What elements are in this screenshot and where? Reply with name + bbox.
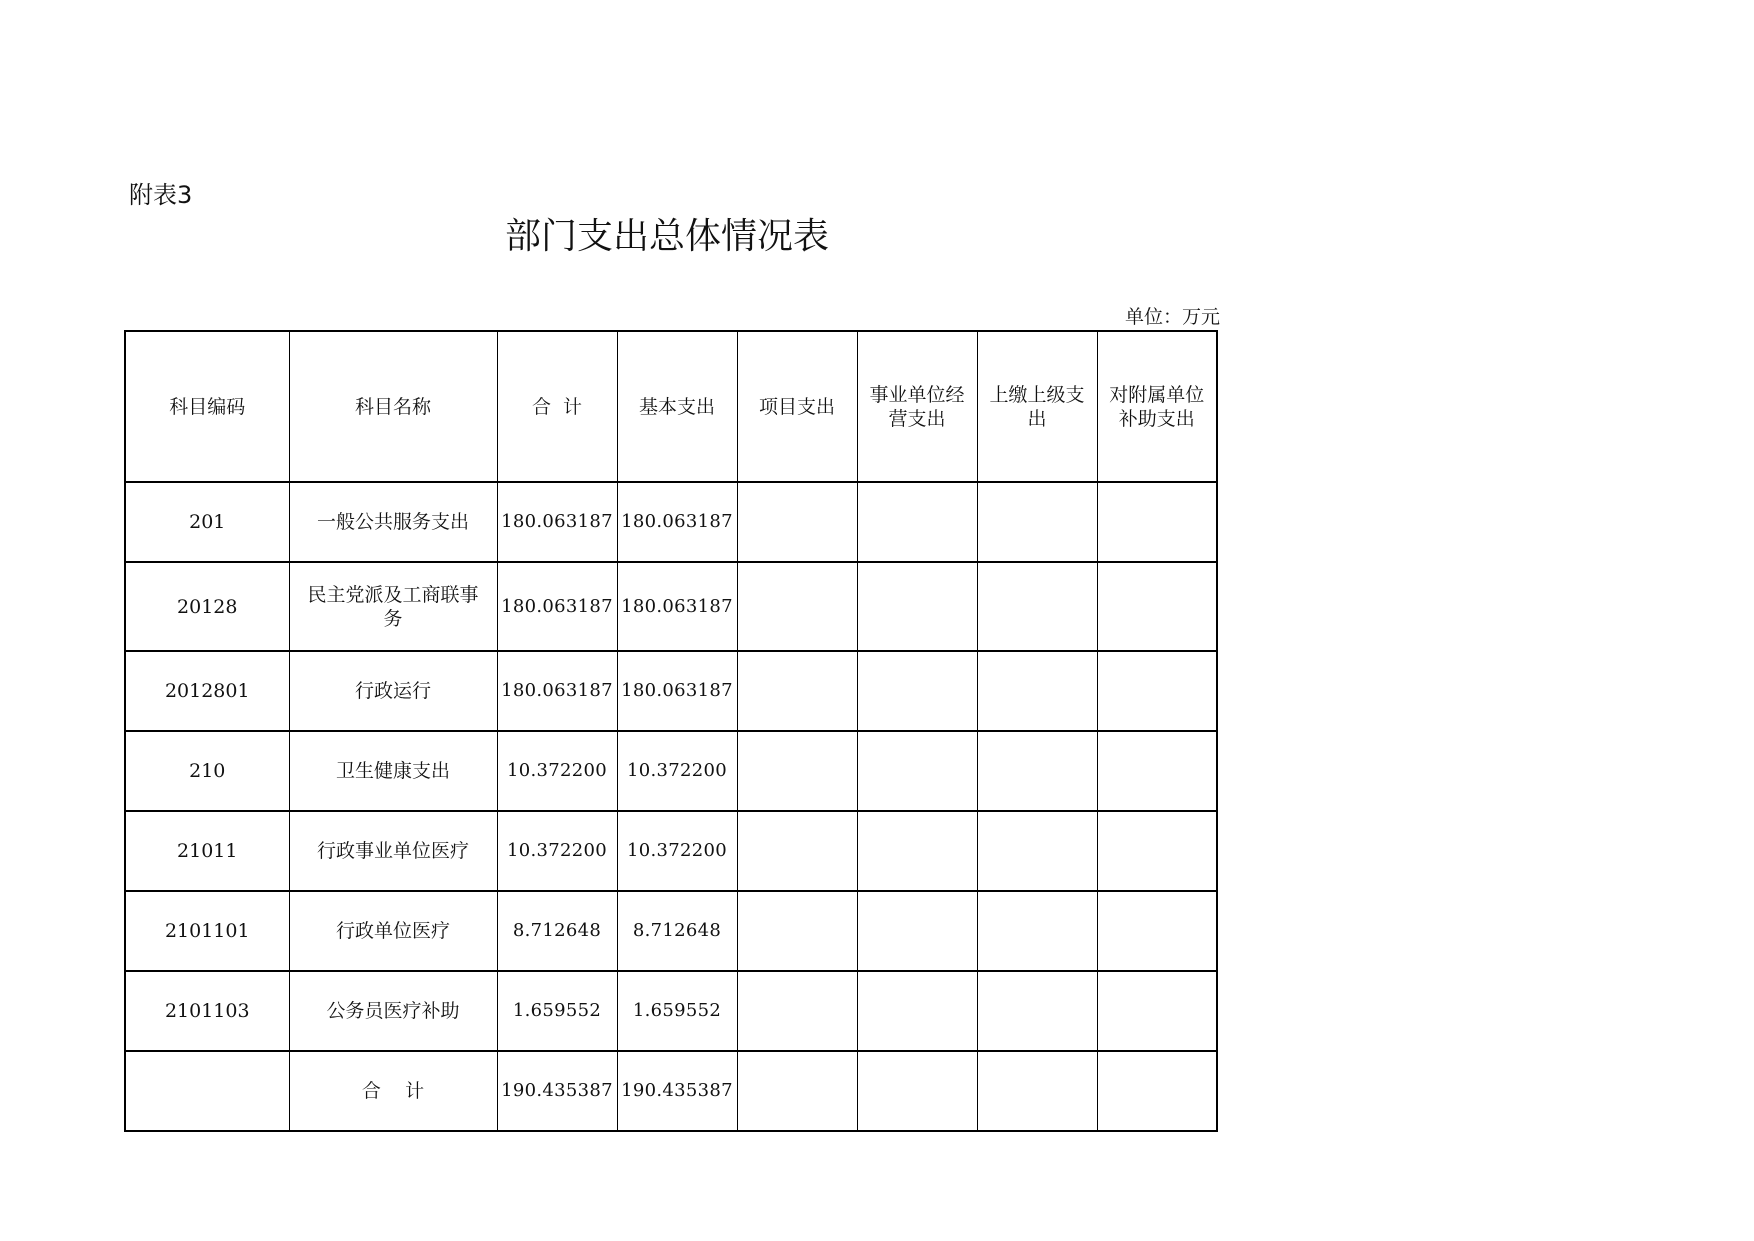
cell-remittance-expenditure <box>977 651 1097 731</box>
cell-remittance-expenditure <box>977 891 1097 971</box>
cell-basic-expenditure: 180.063187 <box>617 651 737 731</box>
cell-project-expenditure <box>737 562 857 651</box>
cell-subject-name: 行政运行 <box>289 651 497 731</box>
cell-basic-expenditure: 8.712648 <box>617 891 737 971</box>
cell-subject-code: 21011 <box>125 811 289 891</box>
cell-remittance-expenditure <box>977 731 1097 811</box>
cell-total: 180.063187 <box>497 562 617 651</box>
table-total-row <box>125 1051 1217 1131</box>
cell-subject-name: 行政事业单位医疗 <box>289 811 497 891</box>
expenditure-table <box>124 330 1218 1132</box>
table-row <box>125 651 1217 731</box>
total-label: 合 计 <box>289 1051 497 1131</box>
cell-business-operation-expenditure <box>857 971 977 1051</box>
cell-total: 180.063187 <box>497 482 617 562</box>
cell-project-expenditure <box>737 811 857 891</box>
header-business-operation-expenditure: 事业单位经营支出 <box>857 331 977 482</box>
cell-total: 8.712648 <box>497 891 617 971</box>
cell-subsidy-expenditure <box>1097 482 1217 562</box>
header-remittance-expenditure: 上缴上级支出 <box>977 331 1097 482</box>
cell-subsidy-expenditure <box>1097 651 1217 731</box>
page-title: 部门支出总体情况表 <box>505 216 830 257</box>
cell-subject-code: 2101101 <box>125 891 289 971</box>
appendix-label: 附表3 <box>129 181 193 209</box>
cell-business-operation-expenditure <box>857 482 977 562</box>
header-basic-expenditure: 基本支出 <box>617 331 737 482</box>
cell-subject-name: 一般公共服务支出 <box>289 482 497 562</box>
cell-total: 10.372200 <box>497 731 617 811</box>
cell-subsidy-expenditure <box>1097 731 1217 811</box>
table-row <box>125 731 1217 811</box>
total-sum: 190.435387 <box>497 1051 617 1131</box>
cell-subject-name: 行政单位医疗 <box>289 891 497 971</box>
cell-business-operation-expenditure <box>857 891 977 971</box>
table-row <box>125 482 1217 562</box>
cell-project-expenditure <box>737 651 857 731</box>
total-business-operation-expenditure <box>857 1051 977 1131</box>
cell-subject-name: 民主党派及工商联事务 <box>289 562 497 651</box>
cell-subsidy-expenditure <box>1097 891 1217 971</box>
cell-remittance-expenditure <box>977 562 1097 651</box>
cell-remittance-expenditure <box>977 811 1097 891</box>
cell-project-expenditure <box>737 891 857 971</box>
table-row <box>125 562 1217 651</box>
cell-subsidy-expenditure <box>1097 811 1217 891</box>
cell-remittance-expenditure <box>977 971 1097 1051</box>
cell-subject-code: 20128 <box>125 562 289 651</box>
table-row <box>125 971 1217 1051</box>
total-subsidy-expenditure <box>1097 1051 1217 1131</box>
cell-basic-expenditure: 10.372200 <box>617 811 737 891</box>
total-subject-code <box>125 1051 289 1131</box>
total-remittance-expenditure <box>977 1051 1097 1131</box>
cell-basic-expenditure: 180.063187 <box>617 562 737 651</box>
cell-total: 180.063187 <box>497 651 617 731</box>
cell-remittance-expenditure <box>977 482 1097 562</box>
cell-project-expenditure <box>737 731 857 811</box>
cell-subject-name: 公务员医疗补助 <box>289 971 497 1051</box>
cell-basic-expenditure: 10.372200 <box>617 731 737 811</box>
header-subject-code: 科目编码 <box>125 331 289 482</box>
total-project-expenditure <box>737 1051 857 1131</box>
total-basic-expenditure: 190.435387 <box>617 1051 737 1131</box>
table-header-row <box>125 331 1217 482</box>
cell-total: 1.659552 <box>497 971 617 1051</box>
cell-subsidy-expenditure <box>1097 562 1217 651</box>
unit-label: 单位：万元 <box>1124 306 1220 328</box>
cell-project-expenditure <box>737 482 857 562</box>
cell-business-operation-expenditure <box>857 731 977 811</box>
header-project-expenditure: 项目支出 <box>737 331 857 482</box>
table-row <box>125 891 1217 971</box>
cell-basic-expenditure: 1.659552 <box>617 971 737 1051</box>
table-row <box>125 811 1217 891</box>
cell-subject-code: 210 <box>125 731 289 811</box>
cell-business-operation-expenditure <box>857 811 977 891</box>
header-total: 合 计 <box>497 331 617 482</box>
cell-subsidy-expenditure <box>1097 971 1217 1051</box>
cell-basic-expenditure: 180.063187 <box>617 482 737 562</box>
cell-subject-code: 201 <box>125 482 289 562</box>
cell-total: 10.372200 <box>497 811 617 891</box>
cell-subject-code: 2101103 <box>125 971 289 1051</box>
cell-business-operation-expenditure <box>857 651 977 731</box>
cell-project-expenditure <box>737 971 857 1051</box>
cell-subject-code: 2012801 <box>125 651 289 731</box>
header-subject-name: 科目名称 <box>289 331 497 482</box>
cell-business-operation-expenditure <box>857 562 977 651</box>
header-subsidy-expenditure: 对附属单位补助支出 <box>1097 331 1217 482</box>
cell-subject-name: 卫生健康支出 <box>289 731 497 811</box>
